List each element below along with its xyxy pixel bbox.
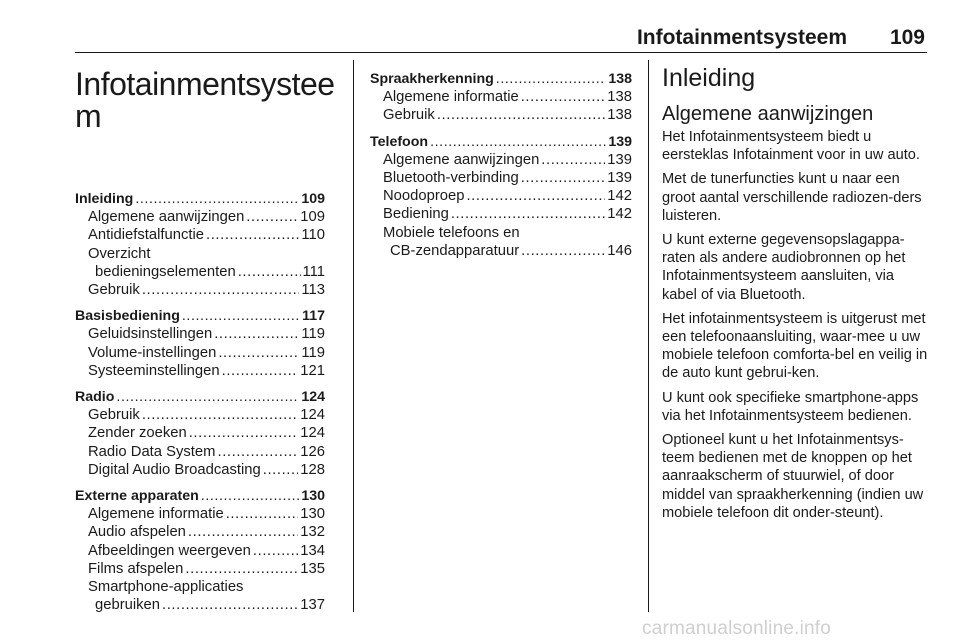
toc-column-1 [75, 60, 335, 622]
toc-column-2 [370, 60, 632, 268]
watermark: carmanualsonline.info [642, 618, 832, 639]
toc-entry[interactable]: Audio afspelen ..... 132 [75, 523, 325, 541]
column-divider-1 [353, 60, 354, 612]
toc-section-radio [75, 388, 325, 479]
toc-entry[interactable]: Systeeminstellingen ..... 121 [75, 362, 325, 380]
body-column [662, 60, 928, 528]
chapter-title: Infotainmentsystee m [75, 66, 335, 134]
toc-entry[interactable]: bedieningselementen ..... 111 [75, 263, 325, 281]
toc-entry[interactable]: Radio Data System ..... 126 [75, 443, 325, 461]
toc-entry[interactable]: Gebruik ..... 113 [75, 281, 325, 299]
toc-entry-line[interactable]: Mobiele telefoons en [383, 224, 520, 241]
toc-entry[interactable]: Noodoproep ..... 142 [370, 187, 632, 205]
toc-entry[interactable]: Algemene informatie ..... 130 [75, 505, 325, 523]
toc-entry[interactable]: Bediening ..... 142 [370, 205, 632, 223]
paragraph: Het Infotainmentsysteem biedt u eersteklas Infotainment voor in uw auto. [662, 129, 920, 164]
toc-entry[interactable]: Zender zoeken ..... 124 [75, 424, 325, 442]
column-divider-2 [648, 60, 649, 612]
toc-entry[interactable]: Basisbediening ..... 117 [75, 307, 325, 325]
toc-entry[interactable]: Gebruik ..... 138 [370, 106, 632, 124]
toc-entry[interactable]: Afbeeldingen weergeven ..... 134 [75, 542, 325, 560]
toc-entry[interactable]: Telefoon ..... 139 [370, 133, 632, 151]
toc-entry[interactable]: Externe apparaten ..... 130 [75, 487, 325, 505]
paragraph: Met de tunerfuncties kunt u naar een groot aantal verschillende radiozen-ders luisteren. [662, 171, 922, 224]
paragraph: Optioneel kunt u het Infotainmentsys-teem bedienen met de knoppen op het aanraakscherm of stuurwiel, of door middel van spraakherkenning (indien uw mobiele telefoon dit onder-steunt). [662, 432, 924, 521]
toc-entry[interactable]: Antidiefstalfunctie ..... 110 [75, 226, 325, 244]
toc-entry[interactable]: gebruiken ..... 137 [75, 596, 325, 614]
toc-entry[interactable]: Radio ..... 124 [75, 388, 325, 406]
toc-section-telefoon [370, 133, 632, 260]
toc-entry-line[interactable]: Smartphone-applicaties [88, 579, 244, 596]
toc-entry[interactable]: Algemene aanwijzingen ..... 139 [370, 151, 632, 169]
paragraph: U kunt ook specifieke smartphone-apps via het Infotainmentsysteem bedienen. [662, 389, 919, 424]
toc-entry[interactable]: Gebruik ..... 124 [75, 406, 325, 424]
toc-entry[interactable]: Volume-instellingen ..... 119 [75, 344, 325, 362]
toc-section-basisbediening [75, 307, 325, 380]
toc-section-spraakherkenning [370, 70, 632, 125]
header-title: Infotainmentsysteem [636, 26, 847, 49]
toc-entry[interactable]: Films afspelen ..... 135 [75, 560, 325, 578]
toc-entry-line[interactable]: Overzicht [88, 245, 151, 262]
toc-section-externe-apparaten [75, 487, 325, 614]
toc-entry[interactable]: Spraakherkenning ..... 138 [370, 70, 632, 88]
paragraph: Het infotainmentsysteem is uitgerust met een telefoonaansluiting, waar-mee u uw mobiele telefoon comforta-bel en veilig in de auto kunt gebrui-ken. [662, 310, 928, 382]
toc-entry[interactable]: Inleiding ..... 109 [75, 190, 325, 208]
toc-entry[interactable]: Bluetooth-verbinding ..... 139 [370, 169, 632, 187]
section-subtitle: Algemene aanwijzingen [662, 103, 874, 125]
toc-entry[interactable]: CB-zendapparatuur ..... 146 [370, 242, 632, 260]
page-header [75, 0, 927, 53]
toc-entry[interactable]: Algemene informatie ..... 138 [370, 88, 632, 106]
header-page-number: 109 [889, 26, 925, 49]
toc-entry[interactable]: Algemene aanwijzingen ..... 109 [75, 208, 325, 226]
toc-entry[interactable]: Digital Audio Broadcasting ..... 128 [75, 461, 325, 479]
section-title: Inleiding [662, 64, 756, 92]
toc-entry[interactable]: Geluidsinstellingen ..... 119 [75, 325, 325, 343]
toc-section-inleiding [75, 190, 325, 299]
paragraph: U kunt externe gegevensopslagappa-raten als andere audiobronnen op het Infotainmentsysteem aansluiten, via kabel of via Bluetooth. [662, 232, 906, 303]
